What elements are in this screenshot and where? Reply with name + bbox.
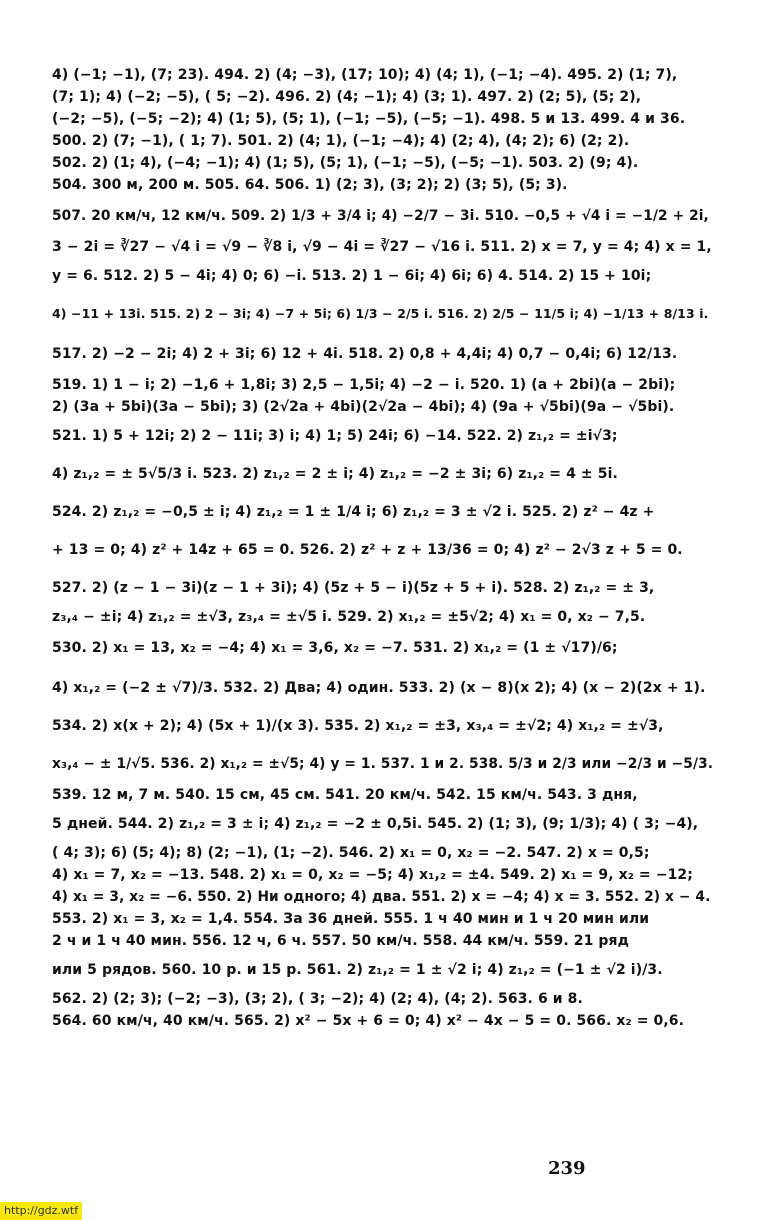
answer-line: 562. 2) (2; 3); (−2; −3), (3; 2), ( 3; −2); 4) (2; 4), (4; 2). 563. 6 и 8. xyxy=(52,991,583,1007)
answer-line: 4) x₁ = 7, x₂ = −13. 548. 2) x₁ = 0, x₂ = −5; 4) x₁,₂ = ±4. 549. 2) x₁ = 9, x₂ = −12; xyxy=(52,867,693,883)
answer-line: z₃,₄ − ±i; 4) z₁,₂ = ±√3, z₃,₄ = ±√5 i. 529. 2) x₁,₂ = ±5√2; 4) x₁ = 0, x₂ − 7,5. xyxy=(52,609,646,625)
answer-line: 530. 2) x₁ = 13, x₂ = −4; 4) x₁ = 3,6, x₂ = −7. 531. 2) x₁,₂ = (1 ± √17)/6; xyxy=(52,640,618,656)
page-number: 239 xyxy=(548,1158,586,1179)
answer-line: + 13 = 0; 4) z² + 14z + 65 = 0. 526. 2) z² + z + 13/36 = 0; 4) z² − 2√3 z + 5 = 0. xyxy=(52,542,683,558)
answer-line: y = 6. 512. 2) 5 − 4i; 4) 0; 6) −i. 513. 2) 1 − 6i; 4) 6i; 6) 4. 514. 2) 15 + 10i; xyxy=(52,268,652,284)
answer-line: 521. 1) 5 + 12i; 2) 2 − 11i; 3) i; 4) 1; 5) 24i; 6) −14. 522. 2) z₁,₂ = ±i√3; xyxy=(52,428,618,444)
answer-line: 527. 2) (z − 1 − 3i)(z − 1 + 3i); 4) (5z + 5 − i)(5z + 5 + i). 528. 2) z₁,₂ = ± 3, xyxy=(52,580,655,596)
answer-line: 534. 2) x(x + 2); 4) (5x + 1)/(x 3). 535. 2) x₁,₂ = ±3, x₃,₄ = ±√2; 4) x₁,₂ = ±√3, xyxy=(52,718,664,734)
answer-line: 4) (−1; −1), (7; 23). 494. 2) (4; −3), (17; 10); 4) (4; 1), (−1; −4). 495. 2) (1; 7), xyxy=(52,67,678,83)
answer-line: 564. 60 км/ч, 40 км/ч. 565. 2) x² − 5x + 6 = 0; 4) x² − 4x − 5 = 0. 566. x₂ = 0,6. xyxy=(52,1013,685,1029)
answer-line: 4) x₁,₂ = (−2 ± √7)/3. 532. 2) Два; 4) один. 533. 2) (x − 8)(x 2); 4) (x − 2)(2x + 1). xyxy=(52,680,706,696)
answer-line: 504. 300 м, 200 м. 505. 64. 506. 1) (2; 3), (3; 2); 2) (3; 5), (5; 3). xyxy=(52,177,568,193)
answer-line: 500. 2) (7; −1), ( 1; 7). 501. 2) (4; 1), (−1; −4); 4) (2; 4), (4; 2); 6) (2; 2). xyxy=(52,133,630,149)
answer-line: 2) (3a + 5bi)(3a − 5bi); 3) (2√2a + 4bi)(2√2a − 4bi); 4) (9a + √5bi)(9a − √5bi). xyxy=(52,399,675,415)
answer-line: 3 − 2i = ∛27 − √4 i = √9 − ∛8 i, √9 − 4i = ∛27 − √16 i. 511. 2) x = 7, y = 4; 4) x = 1, xyxy=(52,239,712,255)
answer-line: 553. 2) x₁ = 3, x₂ = 1,4. 554. За 36 дней. 555. 1 ч 40 мин и 1 ч 20 мин или xyxy=(52,911,650,927)
answer-line: 4) −11 + 13i. 515. 2) 2 − 3i; 4) −7 + 5i; 6) 1/3 − 2/5 i. 516. 2) 2/5 − 11/5 i; 4) −1/13 + 8/13 i. xyxy=(52,306,709,321)
answer-line: 517. 2) −2 − 2i; 4) 2 + 3i; 6) 12 + 4i. 518. 2) 0,8 + 4,4i; 4) 0,7 − 0,4i; 6) 12/13. xyxy=(52,346,678,362)
answer-line: x₃,₄ − ± 1/√5. 536. 2) x₁,₂ = ±√5; 4) y = 1. 537. 1 и 2. 538. 5/3 и 2/3 или −2/3 и −5/3. xyxy=(52,756,714,772)
answer-line: 502. 2) (1; 4), (−4; −1); 4) (1; 5), (5; 1), (−1; −5), (−5; −1). 503. 2) (9; 4). xyxy=(52,155,639,171)
answer-line: (7; 1); 4) (−2; −5), ( 5; −2). 496. 2) (4; −1); 4) (3; 1). 497. 2) (2; 5), (5; 2), xyxy=(52,89,642,105)
answer-line: 5 дней. 544. 2) z₁,₂ = 3 ± i; 4) z₁,₂ = −2 ± 0,5i. 545. 2) (1; 3), (9; 1/3); 4) ( 3; −4), xyxy=(52,816,699,832)
answer-line: 2 ч и 1 ч 40 мин. 556. 12 ч, 6 ч. 557. 50 км/ч. 558. 44 км/ч. 559. 21 ряд xyxy=(52,933,630,949)
answer-line: ( 4; 3); 6) (5; 4); 8) (2; −1), (1; −2). 546. 2) x₁ = 0, x₂ = −2. 547. 2) x = 0,5; xyxy=(52,845,650,861)
answer-line: 539. 12 м, 7 м. 540. 15 см, 45 см. 541. 20 км/ч. 542. 15 км/ч. 543. 3 дня, xyxy=(52,787,638,803)
answer-line: 519. 1) 1 − i; 2) −1,6 + 1,8i; 3) 2,5 − 1,5i; 4) −2 − i. 520. 1) (a + 2bi)(a − 2bi); xyxy=(52,377,676,393)
answer-line: 507. 20 км/ч, 12 км/ч. 509. 2) 1/3 + 3/4 i; 4) −2/7 − 3i. 510. −0,5 + √4 i = −1/2 + 2i, xyxy=(52,208,709,224)
answer-line: 4) x₁ = 3, x₂ = −6. 550. 2) Ни одного; 4) два. 551. 2) x = −4; 4) x = 3. 552. 2) x − 4. xyxy=(52,889,711,905)
watermark-link[interactable]: http://gdz.wtf xyxy=(0,1202,82,1220)
answer-line: или 5 рядов. 560. 10 р. и 15 р. 561. 2) z₁,₂ = 1 ± √2 i; 4) z₁,₂ = (−1 ± √2 i)/3. xyxy=(52,962,663,978)
answer-line: (−2; −5), (−5; −2); 4) (1; 5), (5; 1), (−1; −5), (−5; −1). 498. 5 и 13. 499. 4 и 36. xyxy=(52,111,686,127)
answers-text-block xyxy=(52,64,718,1032)
answer-line: 524. 2) z₁,₂ = −0,5 ± i; 4) z₁,₂ = 1 ± 1/4 i; 6) z₁,₂ = 3 ± √2 i. 525. 2) z² − 4z + xyxy=(52,504,655,520)
answer-line: 4) z₁,₂ = ± 5√5/3 i. 523. 2) z₁,₂ = 2 ± i; 4) z₁,₂ = −2 ± 3i; 6) z₁,₂ = 4 ± 5i. xyxy=(52,466,618,482)
